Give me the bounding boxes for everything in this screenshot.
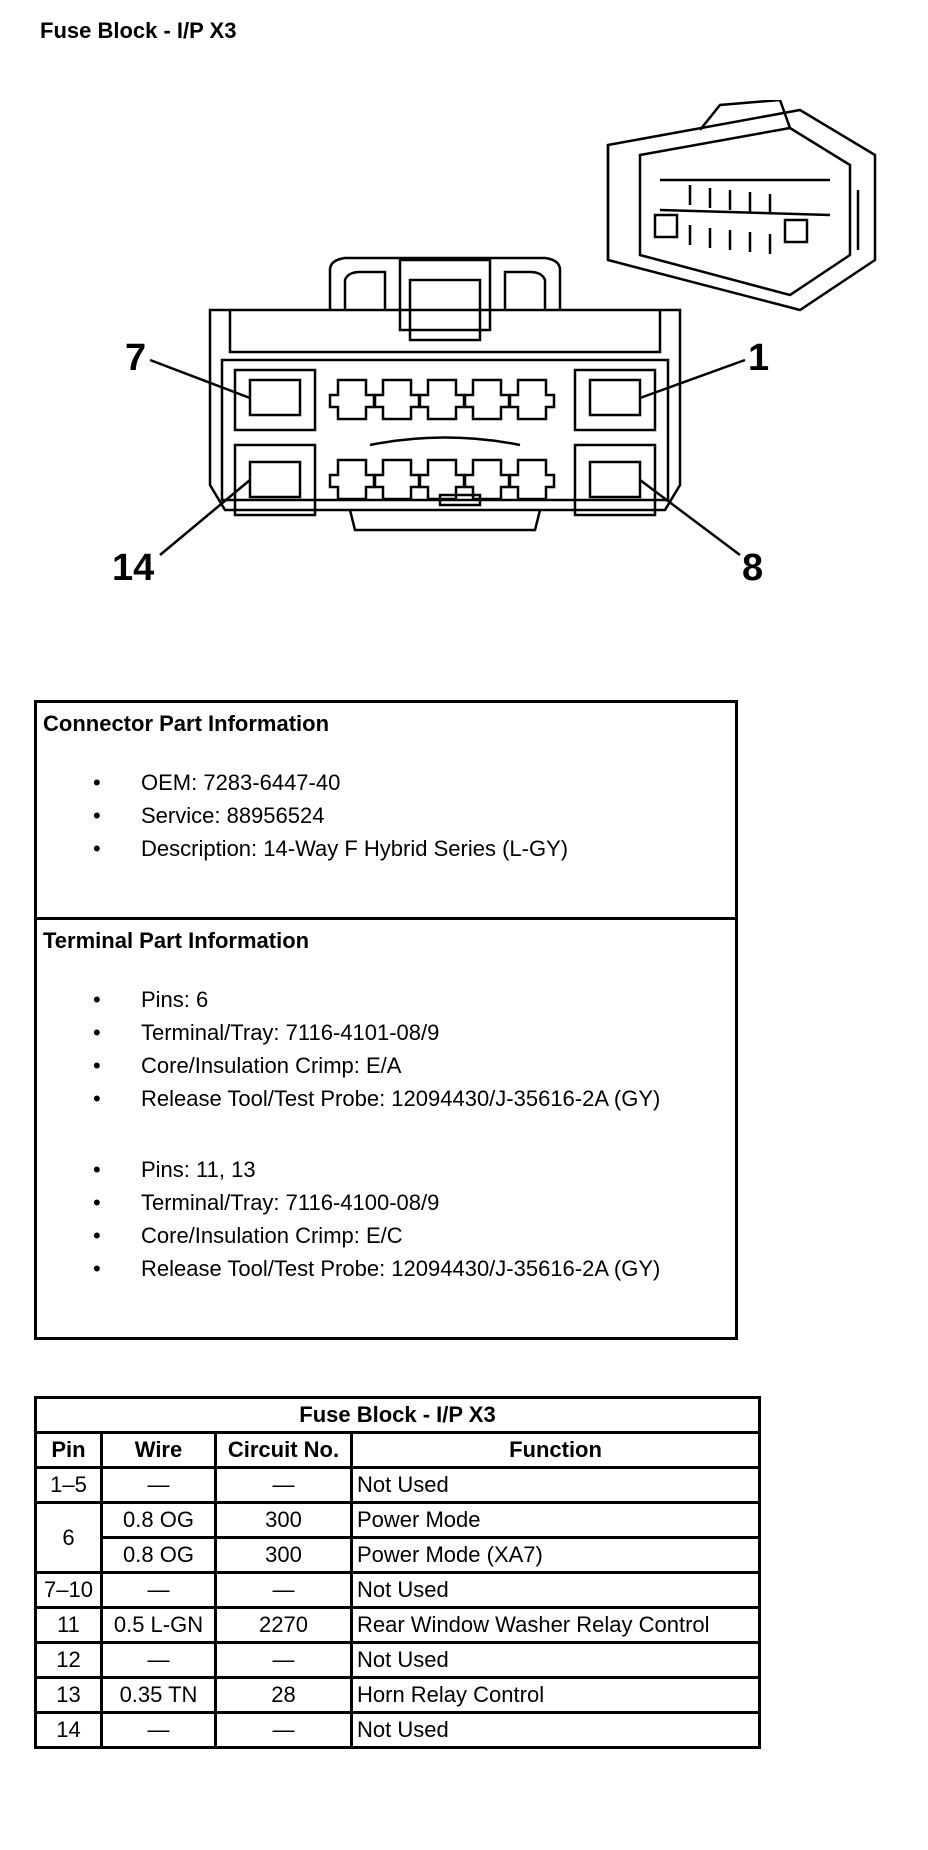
pin-label-7: 7	[125, 337, 147, 379]
terminal-info-list-1	[37, 983, 660, 1115]
cell-pin: 6	[36, 1503, 102, 1573]
cell-function: Not Used	[352, 1713, 760, 1748]
cell-pin: 13	[36, 1678, 102, 1713]
header-pin: Pin	[36, 1433, 102, 1468]
cell-function: Power Mode	[352, 1503, 760, 1538]
cell-wire: —	[102, 1643, 216, 1678]
list-item: • Core/Insulation Crimp: E/C	[37, 1219, 660, 1252]
cell-pin: 11	[36, 1608, 102, 1643]
header-circuit: Circuit No.	[216, 1433, 352, 1468]
cell-circuit: —	[216, 1713, 352, 1748]
cell-function: Not Used	[352, 1643, 760, 1678]
table-row	[36, 1713, 760, 1748]
table-row	[36, 1573, 760, 1608]
terminal-info-list-2	[37, 1153, 660, 1285]
pin-table	[34, 1396, 761, 1749]
cell-wire: —	[102, 1573, 216, 1608]
connector-info-list	[37, 766, 568, 865]
connector-diagram	[0, 100, 928, 620]
cell-function: Rear Window Washer Relay Control	[352, 1608, 760, 1643]
cell-circuit: 300	[216, 1503, 352, 1538]
cell-wire: —	[102, 1713, 216, 1748]
list-item: • Service: 88956524	[37, 799, 568, 832]
table-row	[36, 1503, 760, 1538]
cell-wire: 0.8 OG	[102, 1538, 216, 1573]
cell-circuit: 28	[216, 1678, 352, 1713]
cell-function: Not Used	[352, 1573, 760, 1608]
table-row	[36, 1643, 760, 1678]
list-item: • Terminal/Tray: 7116-4100-08/9	[37, 1186, 660, 1219]
pin-label-1: 1	[748, 337, 770, 379]
pin-label-8: 8	[742, 547, 764, 589]
cell-function: Power Mode (XA7)	[352, 1538, 760, 1573]
table-row	[36, 1678, 760, 1713]
cell-pin: 12	[36, 1643, 102, 1678]
table-title: Fuse Block - I/P X3	[36, 1398, 760, 1433]
cell-wire: 0.35 TN	[102, 1678, 216, 1713]
cell-circuit: —	[216, 1573, 352, 1608]
table-row	[36, 1608, 760, 1643]
cell-wire: 0.8 OG	[102, 1503, 216, 1538]
list-item: • Terminal/Tray: 7116-4101-08/9	[37, 1016, 660, 1049]
cell-circuit: 2270	[216, 1608, 352, 1643]
cell-circuit: —	[216, 1643, 352, 1678]
connector-part-information	[37, 703, 735, 920]
header-function: Function	[352, 1433, 760, 1468]
terminal-part-information	[37, 920, 735, 1337]
cell-function: Horn Relay Control	[352, 1678, 760, 1713]
list-item: • Release Tool/Test Probe: 12094430/J-35616-2A (GY)	[37, 1082, 660, 1115]
connector-face-view	[150, 258, 745, 555]
list-item: • Core/Insulation Crimp: E/A	[37, 1049, 660, 1082]
table-header-row	[36, 1433, 760, 1468]
section-title: Connector Part Information	[43, 711, 330, 736]
cell-pin: 1–5	[36, 1468, 102, 1503]
table-row	[36, 1468, 760, 1503]
cell-circuit: 300	[216, 1538, 352, 1573]
cell-circuit: —	[216, 1468, 352, 1503]
cell-wire: —	[102, 1468, 216, 1503]
cell-wire: 0.5 L-GN	[102, 1608, 216, 1643]
header-wire: Wire	[102, 1433, 216, 1468]
page-title: Fuse Block - I/P X3	[40, 18, 237, 43]
list-item: • Release Tool/Test Probe: 12094430/J-35616-2A (GY)	[37, 1252, 660, 1285]
section-title: Terminal Part Information	[43, 928, 310, 953]
list-item: • OEM: 7283-6447-40	[37, 766, 568, 799]
list-item: • Pins: 6	[37, 983, 660, 1016]
pin-label-14: 14	[112, 547, 155, 589]
cell-pin: 14	[36, 1713, 102, 1748]
part-information-box	[34, 700, 738, 1340]
list-item: • Pins: 11, 13	[37, 1153, 660, 1186]
connector-iso-view	[608, 100, 875, 310]
cell-function: Not Used	[352, 1468, 760, 1503]
cell-pin: 7–10	[36, 1573, 102, 1608]
list-item: • Description: 14-Way F Hybrid Series (L-GY)	[37, 832, 568, 865]
table-row	[36, 1538, 760, 1573]
